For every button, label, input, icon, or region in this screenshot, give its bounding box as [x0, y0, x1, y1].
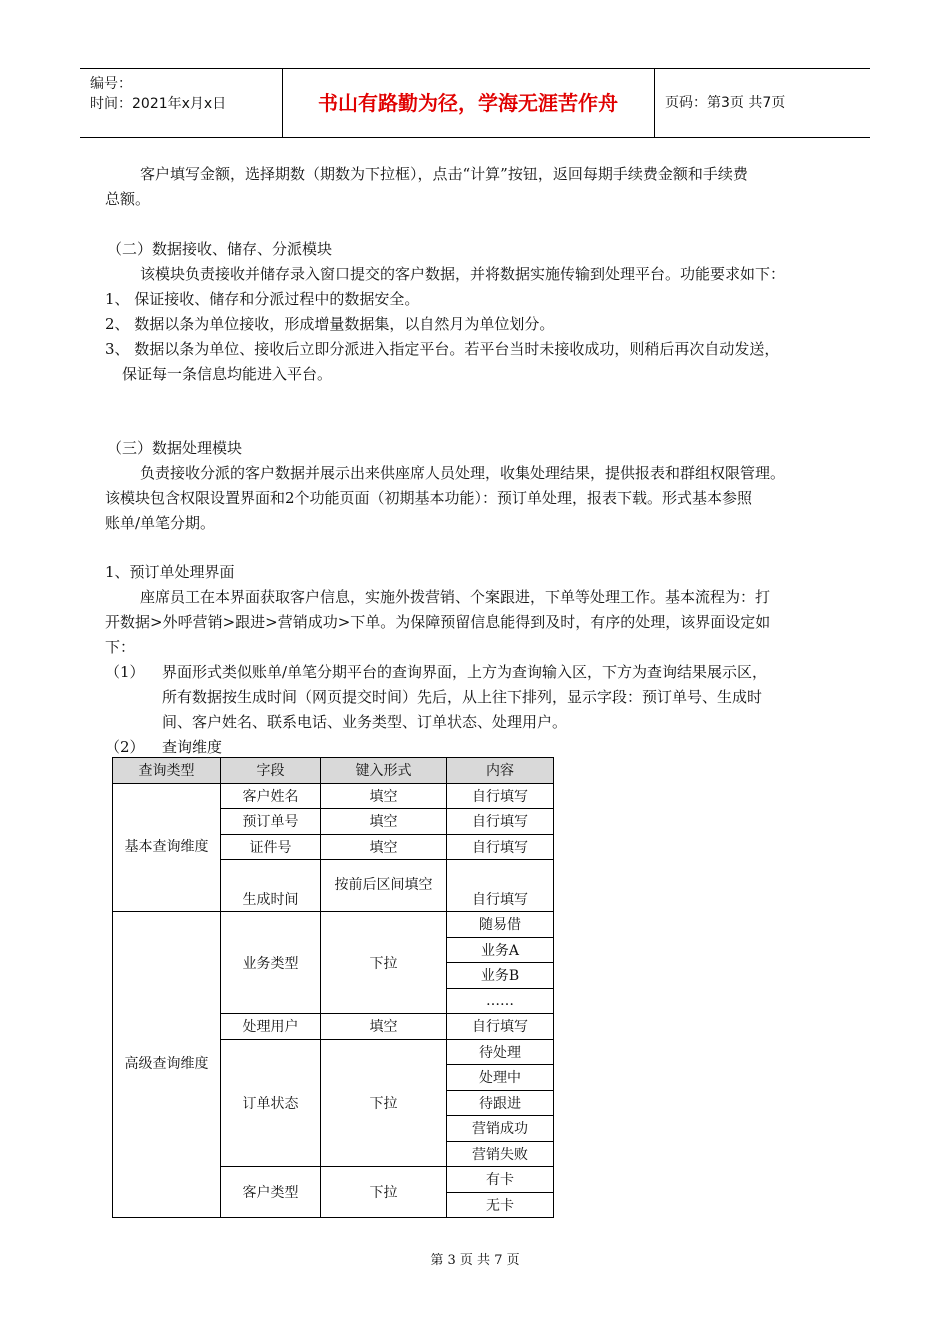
table-cell: 业务A — [447, 937, 554, 963]
table-cell: 自行填写 — [447, 809, 554, 835]
table-row — [113, 912, 554, 938]
subsection-title: 1、预订单处理界面 — [105, 563, 235, 581]
section-title: （二）数据接收、储存、分派模块 — [107, 240, 333, 258]
table-cell: 预订单号 — [221, 809, 321, 835]
query-dimension-table — [112, 757, 554, 1218]
paragraph-line: 查询维度 — [162, 738, 223, 756]
table-header-cell: 键入形式 — [321, 758, 447, 784]
table-cell: 营销成功 — [447, 1116, 554, 1142]
list-item: 1、 保证接收、储存和分派过程中的数据安全。 — [105, 290, 420, 308]
list-item: 2、 数据以条为单位接收，形成增量数据集，以自然月为单位划分。 — [105, 315, 555, 333]
table-cell: 按前后区间填空 — [321, 860, 447, 912]
table-cell: 处理用户 — [221, 1014, 321, 1040]
paragraph-line: 该模块负责接收并储存录入窗口提交的客户数据，并将数据实施传输到处理平台。功能要求如下： — [140, 265, 786, 283]
item-number: （1） — [105, 663, 145, 681]
table-header-cell: 字段 — [221, 758, 321, 784]
motto: 书山有路勤为径，学海无涯苦作舟 — [282, 69, 655, 137]
paragraph-line: 开数据>外呼营销>跟进>营销成功>下单。为保障预留信息能得到及时，有序的处理，该界面设定如 — [105, 613, 771, 631]
page-label: 页码：第3页 共7页 — [665, 95, 786, 111]
table-cell: 自行填写 — [447, 1014, 554, 1040]
paragraph-line: 账单/单笔分期。 — [105, 514, 216, 532]
paragraph-line: 界面形式类似账单/单笔分期平台的查询界面，上方为查询输入区，下方为查询结果展示区， — [162, 663, 768, 681]
table-cell: 客户姓名 — [221, 783, 321, 809]
paragraph-line: 下： — [105, 638, 136, 656]
paragraph-line: 间、客户姓名、联系电话、业务类型、订单状态、处理用户。 — [162, 713, 568, 731]
table-cell: 填空 — [321, 783, 447, 809]
paragraph-line: 客户填写金额，选择期数（期数为下拉框），点击“计算”按钮，返回每期手续费金额和手续费 — [140, 165, 748, 183]
paragraph-line: 座席员工在本界面获取客户信息，实施外拨营销、个案跟进，下单等处理工作。基本流程为：打 — [140, 588, 771, 606]
table-cell: 填空 — [321, 834, 447, 860]
list-item: 3、 数据以条为单位、接收后立即分派进入指定平台。若平台当时未接收成功，则稍后再次自动发送， — [105, 340, 780, 358]
table-cell: …… — [447, 988, 554, 1014]
table-cell: 待跟进 — [447, 1090, 554, 1116]
table-cell: 订单状态 — [221, 1039, 321, 1167]
table-cell: 业务类型 — [221, 912, 321, 1014]
page-footer: 第 3 页 共 7 页 — [430, 1253, 520, 1268]
table-cell: 自行填写 — [447, 834, 554, 860]
table-cell: 填空 — [321, 1014, 447, 1040]
table-cell: 自行填写 — [447, 860, 554, 912]
table-cell: 业务B — [447, 963, 554, 989]
header-meta — [80, 69, 283, 137]
table-header-cell: 内容 — [447, 758, 554, 784]
table-cell: 营销失败 — [447, 1141, 554, 1167]
group-cell-basic: 基本查询维度 — [113, 783, 221, 912]
table-cell: 客户类型 — [221, 1167, 321, 1218]
table-header-row — [113, 758, 554, 784]
table-cell: 生成时间 — [221, 860, 321, 912]
time-label: 时间：2021年x月x日 — [90, 96, 227, 112]
list-item: 保证每一条信息均能进入平台。 — [122, 365, 333, 383]
table-cell: 待处理 — [447, 1039, 554, 1065]
table-header-cell: 查询类型 — [113, 758, 221, 784]
paragraph-line: 所有数据按生成时间（网页提交时间）先后，从上往下排列，显示字段：预订单号、生成时 — [162, 688, 763, 706]
page-header — [80, 68, 870, 138]
table-cell: 自行填写 — [447, 783, 554, 809]
paragraph-line: 总额。 — [105, 190, 151, 208]
table-row — [113, 783, 554, 809]
paragraph-line: 该模块包含权限设置界面和2个功能页面（初期基本功能）：预订单处理，报表下载。形式基本参照 — [105, 489, 753, 507]
table-cell: 下拉 — [321, 912, 447, 1014]
paragraph-line: 负责接收分派的客户数据并展示出来供座席人员处理，收集处理结果，提供报表和群组权限管理。 — [140, 464, 786, 482]
table-cell: 有卡 — [447, 1167, 554, 1193]
table-cell: 处理中 — [447, 1065, 554, 1091]
section-title: （三）数据处理模块 — [107, 439, 243, 457]
group-cell-advanced: 高级查询维度 — [113, 912, 221, 1218]
number-label: 编号： — [90, 76, 132, 92]
table-cell: 下拉 — [321, 1167, 447, 1218]
item-number: （2） — [105, 738, 145, 756]
table-cell: 证件号 — [221, 834, 321, 860]
table-cell: 无卡 — [447, 1192, 554, 1218]
table-cell: 下拉 — [321, 1039, 447, 1167]
table-cell: 填空 — [321, 809, 447, 835]
table-cell: 随易借 — [447, 912, 554, 938]
